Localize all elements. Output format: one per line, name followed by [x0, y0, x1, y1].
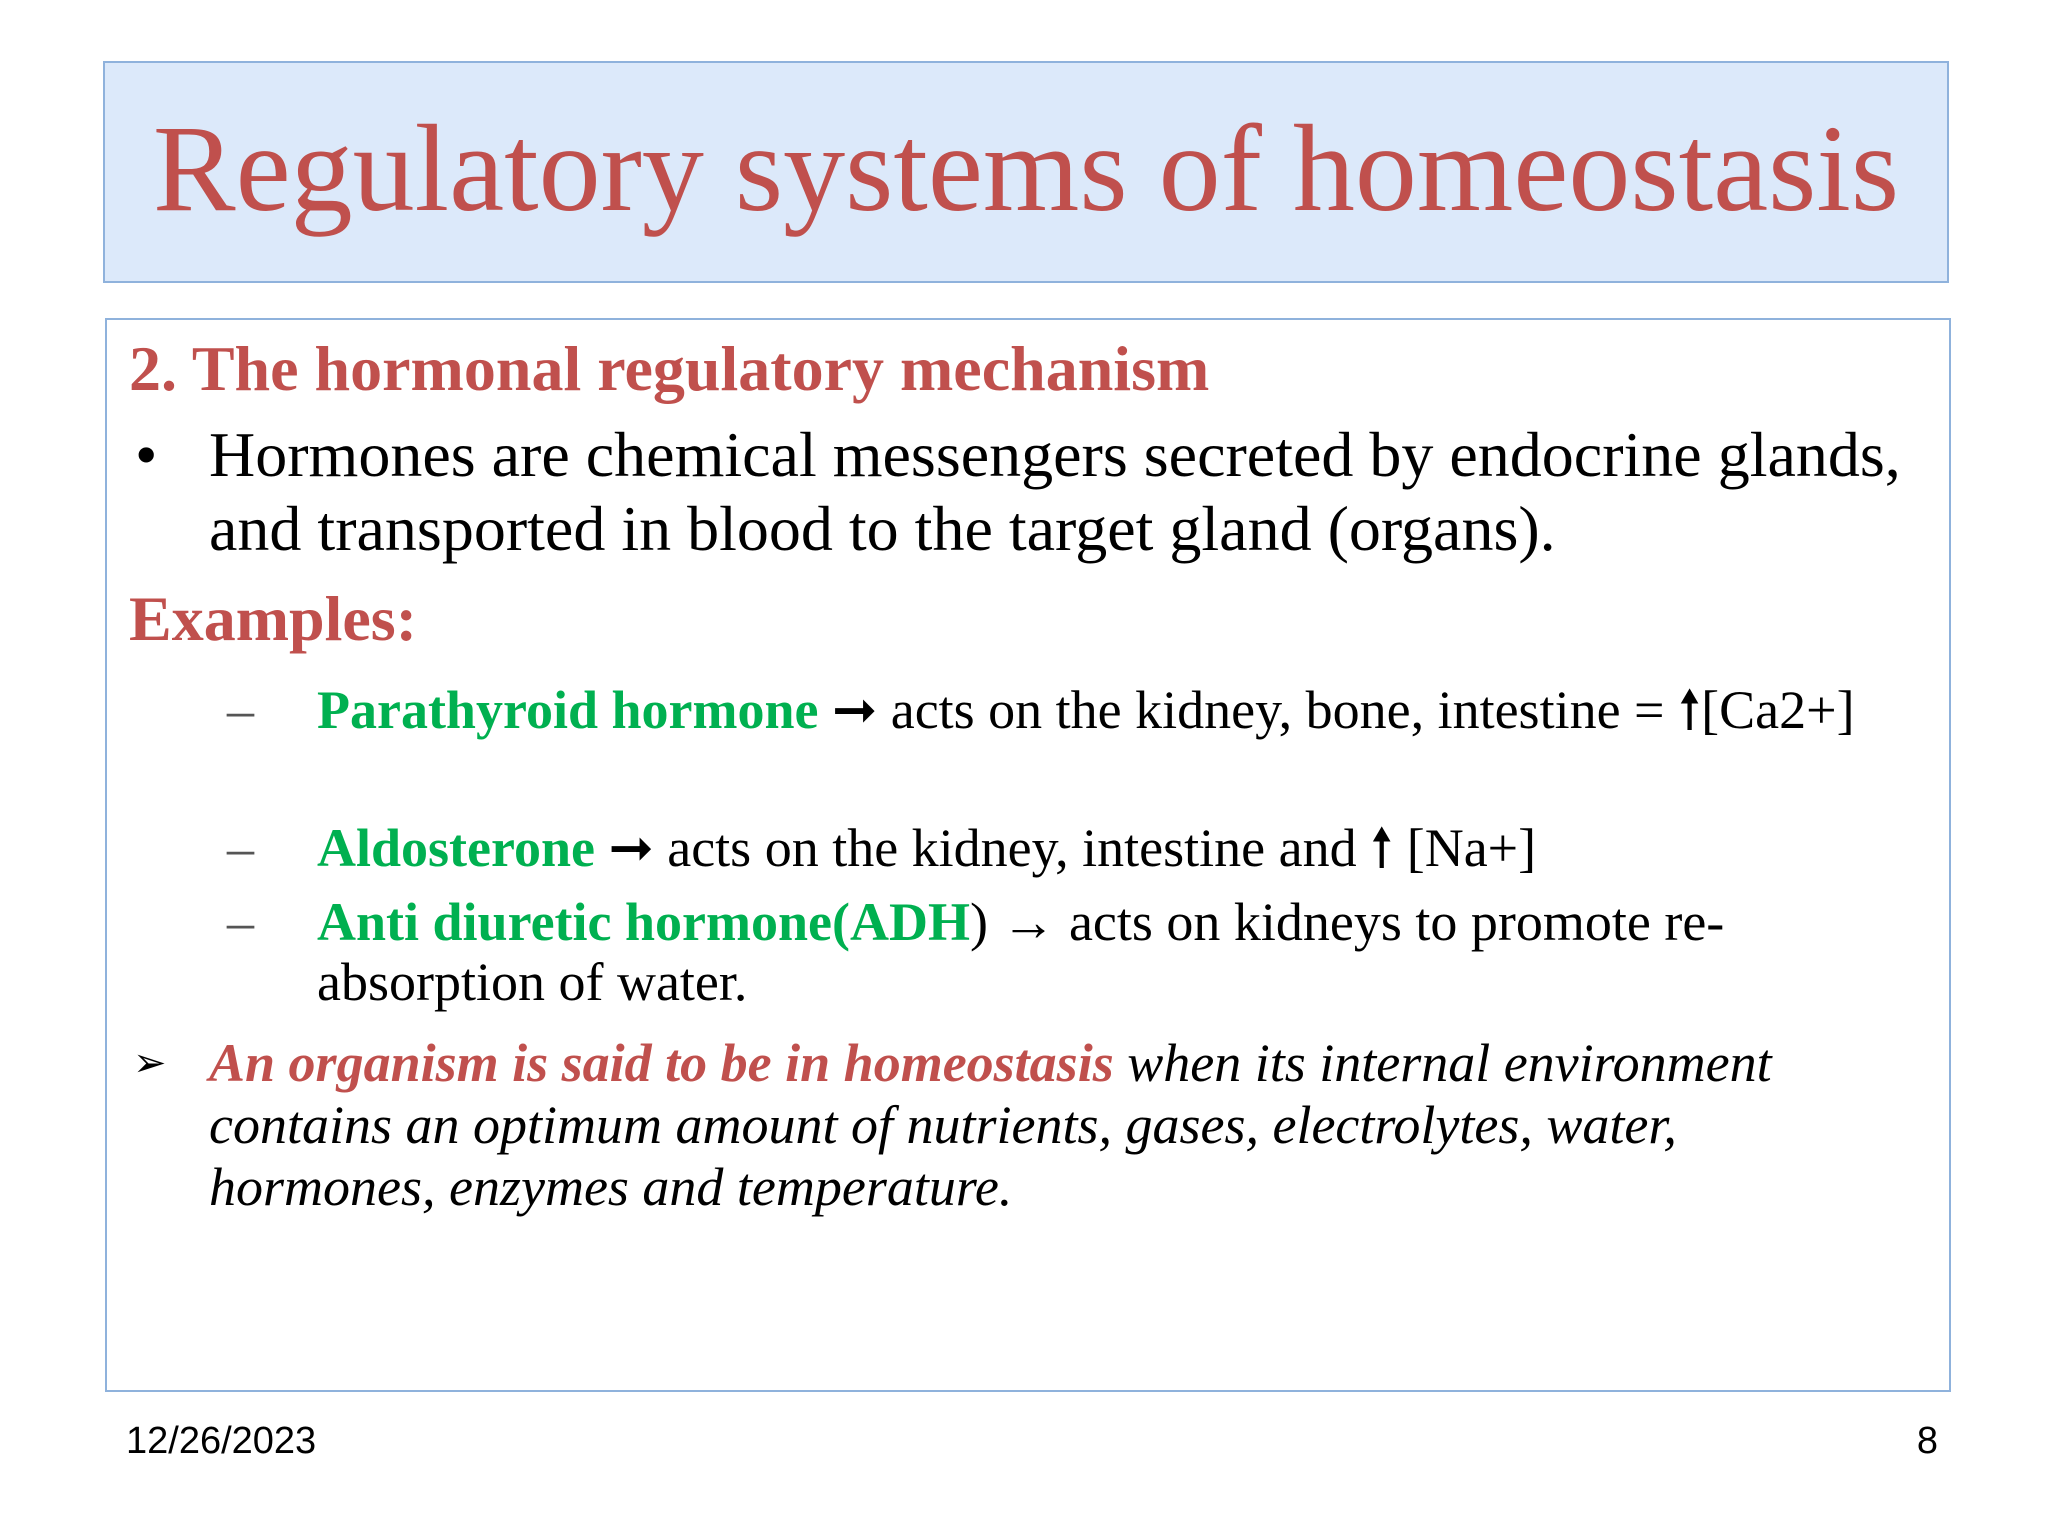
hormone-name: Anti diuretic hormone(ADH [317, 892, 970, 952]
arrow-bullet-icon: ➢ [133, 1040, 167, 1086]
section-heading: 2. The hormonal regulatory mechanism [129, 333, 1210, 404]
hormone-name: Parathyroid hormone [317, 680, 819, 740]
hormone-name: Aldosterone [317, 818, 595, 878]
content-panel [105, 318, 1951, 1392]
example-text [317, 818, 1877, 878]
footer-date: 12/26/2023 [126, 1420, 317, 1462]
conclusion-rest: when its internal environment contains an optimum amount of nutrients, gases, electrolytes, water, hormones, enzymes and temperature. [209, 1033, 1772, 1217]
title-banner [103, 61, 1949, 283]
examples-label: Examples: [129, 583, 417, 654]
example-text [317, 680, 1877, 740]
conclusion-highlight: An organism is said to be in homeostasis [209, 1033, 1114, 1093]
hormone-effect: ➞ acts on the kidney, bone, intestine = 🠕[Ca2+] [818, 680, 1855, 740]
page-number: 8 [1916, 1420, 1938, 1462]
dash-icon: – [227, 892, 254, 952]
hormone-effect: ➞ acts on the kidney, intestine and 🠕 [Na+] [595, 818, 1537, 878]
dash-icon: – [227, 680, 254, 740]
dash-icon: – [227, 818, 254, 878]
bullet-icon: • [135, 419, 158, 490]
hormone-effect: ) → acts on kidneys to promote re-absorption of water. [317, 892, 1725, 1012]
bullet-text: Hormones are chemical messengers secreted by endocrine glands, and transported in blood to the target gland (organs). [209, 419, 1901, 564]
conclusion-text [209, 1032, 1909, 1218]
slide-title: Regulatory systems of homeostasis [152, 100, 1900, 237]
example-text [317, 892, 1877, 1012]
